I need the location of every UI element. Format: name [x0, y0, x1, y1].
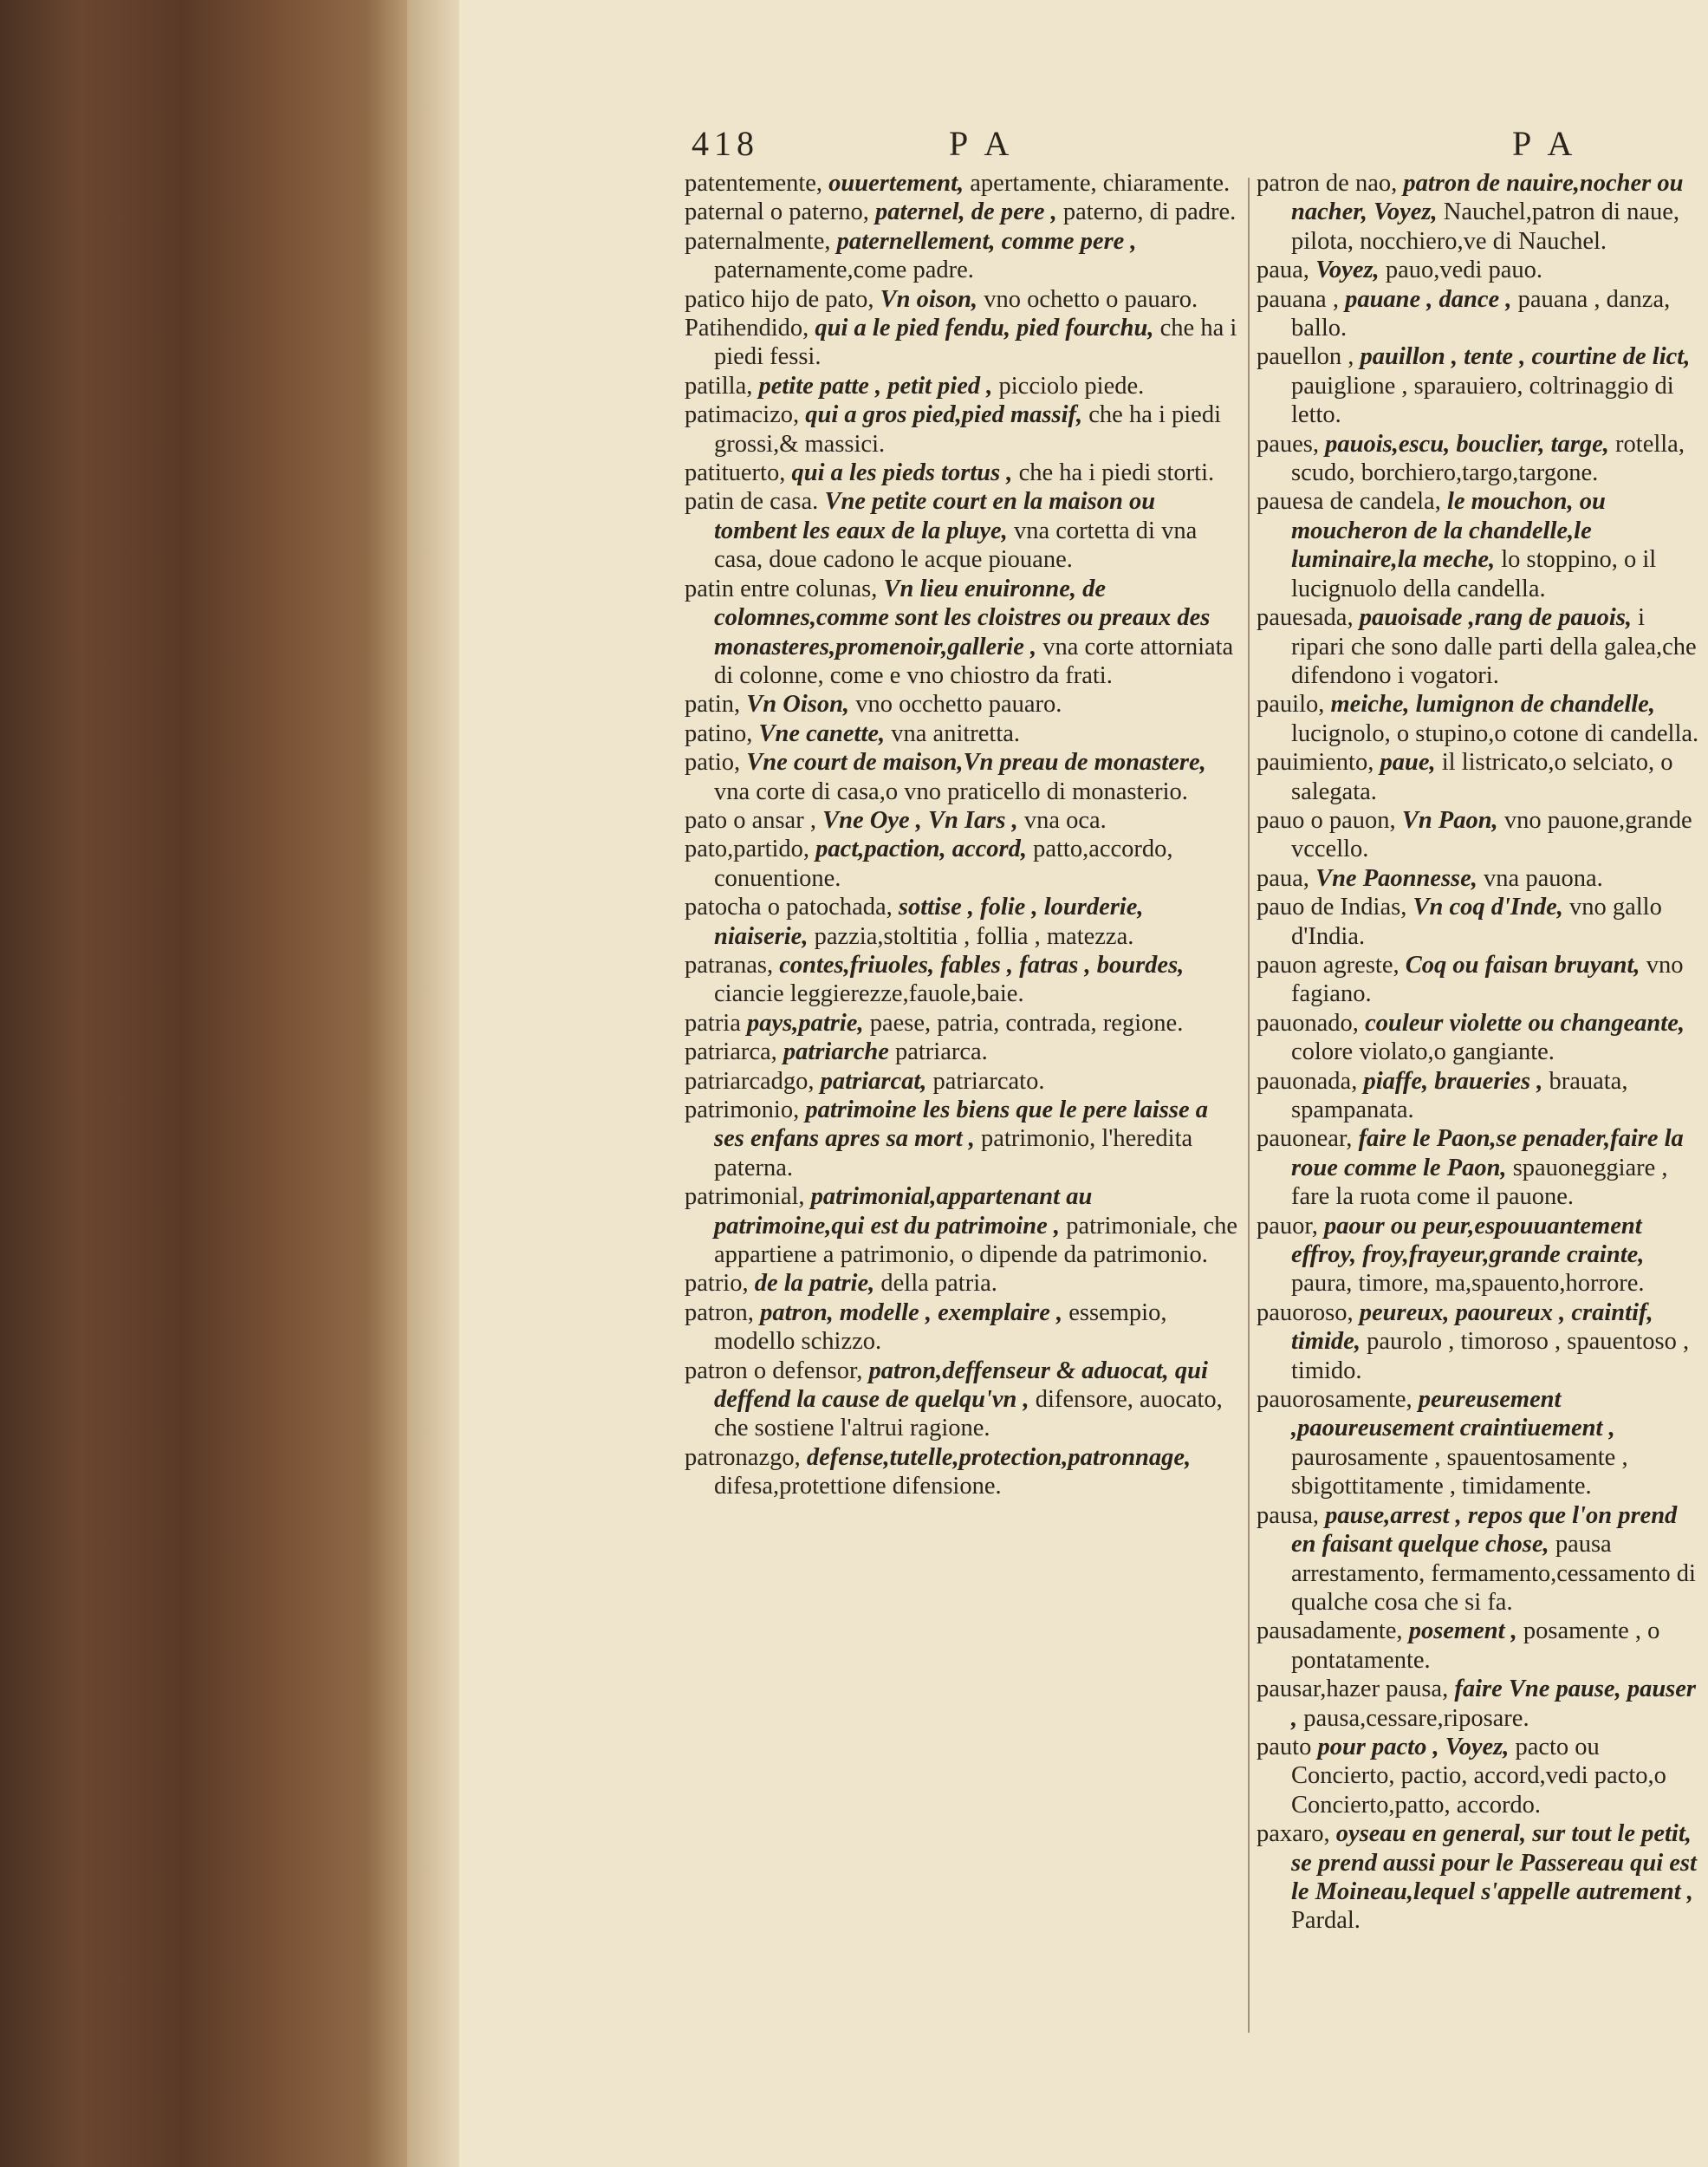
headword: patranas, [685, 951, 774, 979]
italian-gloss: patrimoniale, che appartiene a patrimonio, o dipende da patrimonio. [714, 1212, 1238, 1269]
italian-gloss: paese, patria, contrada, regione. [869, 1009, 1184, 1037]
french-gloss: Vn oison, [880, 285, 978, 313]
headword: pauo o pauon, [1257, 806, 1396, 834]
dictionary-entry [1257, 603, 1704, 690]
french-gloss: patron, modelle , exemplaire , [760, 1298, 1063, 1326]
french-gloss: qui a le pied fendu, pied fourchu, [815, 315, 1154, 342]
italian-gloss: paura, timore, ma,spauento,horrore. [1291, 1270, 1645, 1298]
headword: pausadamente, [1257, 1617, 1403, 1645]
dictionary-entry [685, 227, 1239, 285]
headword: pato o ansar , [685, 806, 816, 834]
headword: pauellon , [1257, 343, 1354, 371]
headword: patin, [685, 691, 741, 719]
italian-gloss: paternamente,come padre. [714, 257, 974, 284]
dictionary-entry [685, 169, 1239, 198]
italian-gloss: patriarca. [894, 1038, 988, 1066]
dictionary-entry [685, 575, 1239, 691]
column-rule [1248, 178, 1250, 2033]
italian-gloss: vno ochetto o pauaro. [984, 285, 1198, 313]
italian-gloss: della patria. [880, 1270, 997, 1298]
dictionary-entry [1257, 748, 1704, 806]
french-gloss: patriarcat, [820, 1067, 927, 1095]
french-gloss: Vne canette, [758, 719, 886, 747]
italian-gloss: brauata, spampanata. [1291, 1067, 1628, 1123]
french-gloss: ouuertement, [828, 170, 964, 197]
french-gloss: Vn Oison, [746, 691, 850, 719]
italian-gloss: che ha i piedi fessi. [714, 315, 1237, 371]
french-gloss: sottise , folie , lourderie, niaiserie, [714, 894, 1144, 950]
headword: patentemente, [685, 170, 823, 197]
italian-gloss: vna oca. [1023, 806, 1107, 834]
headword: pauor, [1257, 1212, 1318, 1240]
headword: pauorosamente, [1257, 1386, 1413, 1414]
italian-gloss: lucignolo, o stupino,o cotone di candella. [1291, 719, 1699, 747]
french-gloss: qui a gros pied,pied massif, [805, 401, 1083, 429]
dictionary-entry [685, 314, 1239, 372]
page-number: 418 [692, 124, 759, 163]
headword: patrio, [685, 1270, 749, 1298]
italian-gloss: vno pauone,grande vccello. [1291, 806, 1692, 863]
dictionary-entry [1257, 806, 1704, 864]
italian-gloss: vna corte di casa,o vno praticello di monasterio. [714, 778, 1188, 805]
italian-gloss: vna corte attorniata di colonne, come e vno chiostro da frati. [714, 633, 1234, 689]
dictionary-entry [1257, 893, 1704, 951]
italian-gloss: pacto ou Concierto, pactio, accord,vedi pacto,o Concierto,patto, accordo. [1291, 1733, 1666, 1819]
dictionary-entry [685, 372, 1239, 400]
french-gloss: Vn coq d'Inde, [1413, 894, 1563, 921]
headword: paua, [1257, 257, 1309, 284]
dictionary-entry [685, 285, 1239, 314]
french-gloss: piaffe, braueries , [1363, 1067, 1543, 1095]
french-gloss: Coq ou faisan bruyant, [1405, 951, 1640, 979]
french-gloss: patrimonial,appartenant au patrimoine,qui est du patrimoine , [714, 1183, 1093, 1240]
headword: patronazgo, [685, 1443, 801, 1471]
headword: pauonado, [1257, 1009, 1359, 1037]
italian-gloss: il listricato,o selciato, o salegata. [1291, 749, 1673, 805]
italian-gloss: vna pauona. [1484, 864, 1603, 892]
dictionary-entry [685, 690, 1239, 719]
page-gutter [407, 0, 459, 2167]
dictionary-entry [1257, 487, 1704, 603]
headword: paua, [1257, 864, 1309, 892]
headword: patron o defensor, [685, 1357, 863, 1384]
dictionary-entry [1257, 342, 1704, 429]
dictionary-entry [1257, 864, 1704, 893]
italian-gloss: vno occhetto pauaro. [855, 691, 1062, 719]
french-gloss: pauane , dance , [1345, 285, 1512, 313]
dictionary-entry [685, 1443, 1239, 1501]
headword: Patihendido, [685, 315, 809, 342]
headword: patin entre colunas, [685, 575, 878, 602]
italian-gloss: difensore, auocato, che sostiene l'altrui ragione. [714, 1386, 1223, 1442]
dictionary-entry [1257, 1675, 1704, 1733]
dictionary-entry [1257, 1501, 1704, 1617]
italian-gloss: i ripari che sono dalle parti della galea,che difendono i vogatori. [1291, 604, 1697, 689]
italian-gloss: lo stoppino, o il lucignuolo della candella. [1291, 546, 1657, 602]
dictionary-entry [1257, 1385, 1704, 1501]
dictionary-entry [685, 400, 1239, 459]
dictionary-entry [685, 748, 1239, 806]
italian-gloss: pausa arrestamento, fermamento,cessamento di qualche cosa che si fa. [1291, 1531, 1696, 1616]
french-gloss: Vne Paonnesse, [1315, 864, 1477, 892]
italian-gloss: paurosamente , spauentosamente , sbigottitamente , timidamente. [1291, 1443, 1628, 1500]
dictionary-entry [1257, 690, 1704, 748]
headword: pauimiento, [1257, 749, 1374, 777]
italian-gloss: vna cortetta di vna casa, doue cadono le acque piouane. [714, 517, 1198, 574]
italian-gloss: spauoneggiare , fare la ruota come il pauone. [1291, 1154, 1668, 1211]
italian-gloss: picciolo piede. [998, 372, 1145, 400]
book-spine-edge [0, 0, 407, 2167]
italian-gloss: pausa,cessare,riposare. [1303, 1704, 1529, 1732]
french-gloss: posement , [1408, 1617, 1517, 1645]
french-gloss: faire le Paon,se penader,faire la roue comme le Paon, [1291, 1125, 1684, 1181]
dictionary-entry [1257, 951, 1704, 1009]
right-column [1257, 169, 1704, 1936]
dictionary-entry [1257, 1733, 1704, 1819]
dictionary-entry [685, 1067, 1239, 1096]
french-gloss: contes,friuoles, fables , fatras , bourdes, [779, 951, 1185, 979]
italian-gloss: paterno, di padre. [1062, 198, 1237, 226]
headword: patron de nao, [1257, 170, 1398, 197]
dictionary-entry [685, 198, 1239, 226]
dictionary-entry [1257, 1617, 1704, 1675]
italian-gloss: che ha i piedi grossi,& massici. [714, 401, 1221, 458]
dictionary-entry [1257, 1298, 1704, 1385]
french-gloss: Voyez, [1315, 257, 1380, 284]
french-gloss: patriarche [783, 1038, 889, 1066]
french-gloss: patron de nauire,nocher ou nacher, Voyez, [1291, 170, 1684, 226]
dictionary-entry [1257, 285, 1704, 343]
italian-gloss: paurolo , timoroso , spauentoso , timido. [1291, 1328, 1690, 1384]
french-gloss: pour pacto , Voyez, [1317, 1733, 1510, 1760]
italian-gloss: Pardal. [1291, 1907, 1361, 1935]
french-gloss: Vne Oye , Vn Iars , [822, 806, 1018, 834]
headword: pauonada, [1257, 1067, 1358, 1095]
headword: pauana , [1257, 285, 1339, 313]
headword: patria [685, 1009, 741, 1037]
french-gloss: Vne court de maison,Vn preau de monastere, [746, 749, 1206, 777]
headword: patino, [685, 719, 753, 747]
headword: patriarcadgo, [685, 1067, 815, 1095]
french-gloss: peureusement ,paoureusement craintiuement , [1291, 1386, 1615, 1442]
italian-gloss: essempio, modello schizzo. [714, 1298, 1167, 1356]
italian-gloss: colore violato,o gangiante. [1291, 1038, 1555, 1066]
headword: patilla, [685, 372, 753, 400]
french-gloss: paternellement, comme pere , [836, 227, 1137, 255]
dictionary-entry [685, 951, 1239, 1009]
italian-gloss: pauo,vedi pauo. [1385, 257, 1543, 284]
dictionary-entry [685, 893, 1239, 951]
headword: pauto [1257, 1733, 1312, 1760]
dictionary-entry [685, 487, 1239, 574]
headword: patrimonio, [685, 1097, 800, 1123]
headword: pauesa de candela, [1257, 488, 1441, 516]
italian-gloss: che ha i piedi storti. [1018, 459, 1215, 487]
french-gloss: petite patte , petit pied , [758, 372, 993, 400]
dictionary-entry [685, 1038, 1239, 1066]
dictionary-entry [1257, 1124, 1704, 1211]
dictionary-entry [685, 719, 1239, 748]
french-gloss: Vn lieu enuironne, de colomnes,comme sont les cloistres ou preaux des monasteres,promenoir,gallerie , [714, 575, 1211, 661]
dictionary-entry [1257, 1212, 1704, 1298]
italian-gloss: vna anitretta. [891, 719, 1021, 747]
italian-gloss: difesa,protettione difensione. [714, 1473, 1002, 1500]
headword: patron, [685, 1298, 754, 1326]
left-running-head: P A [949, 124, 1015, 163]
french-gloss: paue, [1380, 749, 1436, 777]
headword: paxaro, [1257, 1820, 1330, 1848]
french-gloss: pauois,escu, bouclier, targe, [1325, 430, 1609, 458]
italian-gloss: vno fagiano. [1291, 951, 1684, 1008]
french-gloss: pays,patrie, [747, 1009, 864, 1037]
headword: patico hijo de pato, [685, 285, 874, 313]
headword: patio, [685, 749, 741, 777]
dictionary-entry [685, 1298, 1239, 1357]
french-gloss: qui a les pieds tortus , [791, 459, 1013, 487]
headword: pauoroso, [1257, 1298, 1354, 1326]
dictionary-entry [685, 1096, 1239, 1182]
right-running-head: P A [1512, 124, 1578, 163]
headword: paues, [1257, 430, 1320, 458]
headword: patrimonial, [685, 1183, 805, 1211]
dictionary-entry [1257, 1009, 1704, 1067]
headword: pauilo, [1257, 691, 1325, 719]
french-gloss: patrimoine les biens que le pere laisse a ses enfans apres sa mort , [714, 1097, 1209, 1153]
french-gloss: pause,arrest , repos que l'on prend en faisant quelque chose, [1291, 1501, 1678, 1559]
headword: pauonear, [1257, 1125, 1353, 1153]
dictionary-entry [685, 835, 1239, 893]
italian-gloss: vno gallo d'India. [1291, 894, 1662, 950]
french-gloss: le mouchon, ou moucheron de la chandelle,le luminaire,la meche, [1291, 488, 1606, 574]
headword: pauon agreste, [1257, 951, 1400, 979]
dictionary-entry [1257, 430, 1704, 488]
dictionary-entry [685, 806, 1239, 835]
italian-gloss: rotella, scudo, borchiero,targo,targone. [1291, 430, 1685, 487]
french-gloss: paternel, de pere , [874, 198, 1057, 226]
headword: patocha o patochada, [685, 894, 893, 921]
italian-gloss: patrimonio, l'heredita paterna. [714, 1125, 1193, 1181]
french-gloss: defense,tutelle,protection,patronnage, [806, 1443, 1192, 1471]
dictionary-entry [1257, 169, 1704, 256]
headword: patin de casa. [685, 488, 819, 516]
headword: paternalmente, [685, 227, 831, 255]
left-column [685, 169, 1239, 1501]
italian-gloss: Nauchel,patron di naue, pilota, nocchiero,ve di Nauchel. [1291, 198, 1679, 255]
french-gloss: de la patrie, [754, 1270, 875, 1298]
dictionary-entry [685, 1009, 1239, 1038]
dictionary-entry [1257, 256, 1704, 284]
italian-gloss: ciancie leggierezze,fauole,baie. [714, 980, 1024, 1008]
french-gloss: meiche, lumignon de chandelle, [1330, 691, 1655, 719]
headword: pausar,hazer pausa, [1257, 1676, 1449, 1703]
italian-gloss: pauiglione , sparauiero, coltrinaggio di letto. [1291, 372, 1674, 429]
french-gloss: pact,paction, accord, [815, 836, 1027, 863]
headword: pausa, [1257, 1501, 1320, 1529]
italian-gloss: pauana , danza, ballo. [1291, 285, 1671, 342]
headword: patriarca, [685, 1038, 777, 1066]
french-gloss: Vne petite court en la maison ou tombent les eaux de la pluye, [714, 488, 1156, 544]
italian-gloss: apertamente, chiaramente. [970, 170, 1231, 197]
dictionary-entry [685, 1182, 1239, 1269]
french-gloss: paour ou peur,espouuantement effroy, froy,frayeur,grande crainte, [1291, 1212, 1645, 1269]
italian-gloss: patto,accordo, conuentione. [714, 836, 1173, 892]
italian-gloss: patriarcato. [932, 1067, 1045, 1095]
dictionary-entry [1257, 1819, 1704, 1936]
headword: patimacizo, [685, 401, 800, 429]
french-gloss: couleur violette ou changeante, [1365, 1009, 1685, 1037]
italian-gloss: posamente , o pontatamente. [1291, 1617, 1660, 1674]
dictionary-entry [1257, 1067, 1704, 1125]
french-gloss: pauoisade ,rang de pauois, [1359, 604, 1633, 632]
dictionary-entry [685, 1269, 1239, 1298]
headword: pauesada, [1257, 604, 1354, 632]
headword: patituerto, [685, 459, 786, 487]
french-gloss: peureux, paoureux , craintif, timide, [1291, 1298, 1653, 1356]
dictionary-entry [685, 1357, 1239, 1443]
french-gloss: Vn Paon, [1401, 806, 1498, 834]
dictionary-entry [685, 459, 1239, 487]
french-gloss: oyseau en general, sur tout le petit, se prend aussi pour le Passereau qui est le Moineau,lequel s'appelle autrement , [1291, 1820, 1697, 1905]
french-gloss: patron,deffenseur & aduocat, qui deffend la cause de quelqu'vn , [714, 1357, 1208, 1414]
french-gloss: faire Vne pause, pauser , [1291, 1676, 1697, 1732]
french-gloss: pauillon , tente , courtine de lict, [1360, 343, 1691, 371]
headword: pauo de Indias, [1257, 894, 1407, 921]
headword: pato,partido, [685, 836, 810, 863]
italian-gloss: pazzia,stoltitia , follia , matezza. [814, 922, 1134, 950]
headword: paternal o paterno, [685, 198, 869, 226]
